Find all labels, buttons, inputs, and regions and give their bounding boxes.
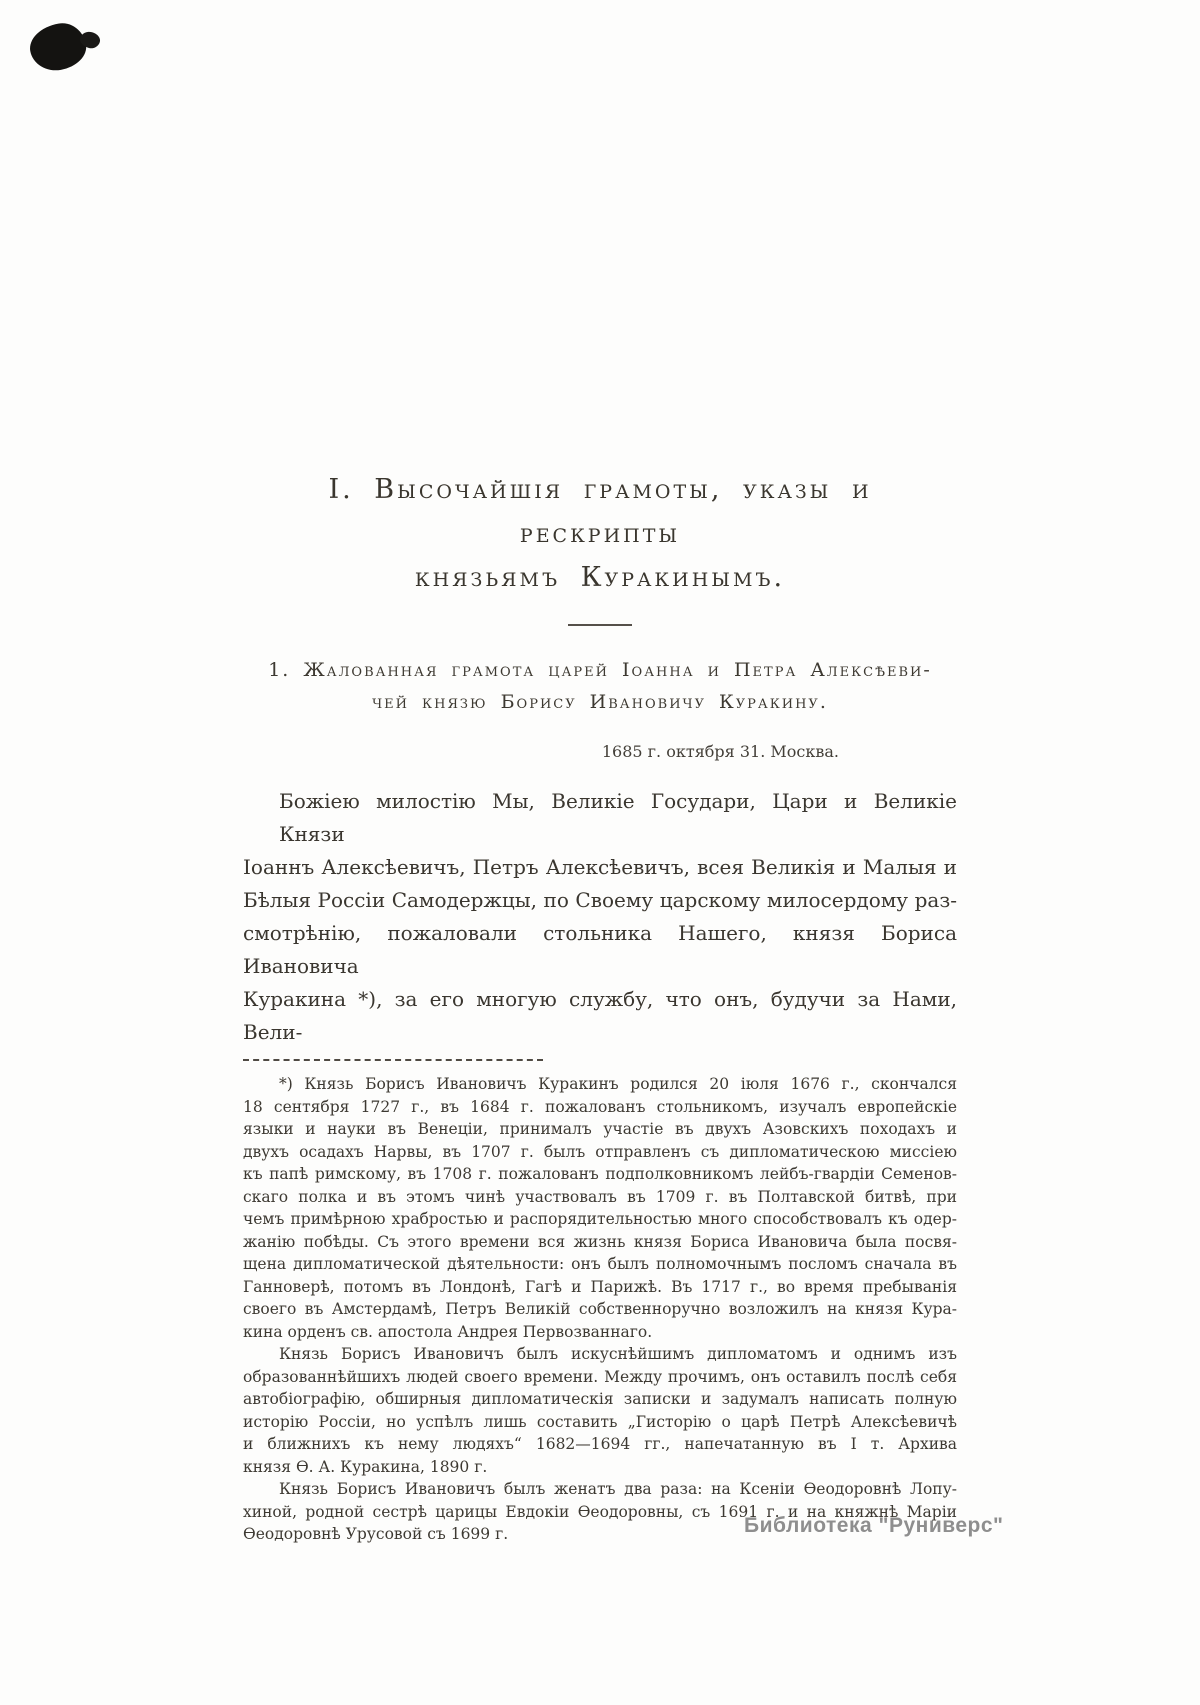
text-line: *) Князь Борисъ Ивановичъ Куракинъ родился 20 іюля 1676 г., скончался [279,1075,957,1093]
scan-ink-blot-artifact [26,19,89,74]
text-line: кина орденъ св. апостола Андрея Первозваннаго. [243,1322,653,1341]
text-line: Ѳеодоровнѣ Урусовой съ 1699 г. [243,1525,509,1543]
text-line: скаго полка и въ этомъ чинѣ участвовалъ въ 1709 г. въ Полтавской битвѣ, при [243,1187,957,1206]
body-paragraph [243,785,957,1049]
text-line: автобіографію, обширныя дипломатическія записки и задумалъ написать полную [243,1390,957,1408]
footnote-paragraph [243,1073,957,1343]
title-divider-rule [568,624,632,626]
text-line: смотрѣнію, пожаловали стольника Нашего, князя Бориса Ивановича [243,921,957,978]
text-line: къ папѣ римскому, въ 1708 г. пожалованъ подполковникомъ лейбъ-гвардіи Семенов- [243,1165,957,1183]
chapter-title-line2: князьямъ Куракинымъ. [414,562,786,593]
library-watermark: Библиотека "Руниверс" [744,1514,1004,1537]
text-line: Бѣлыя Россіи Самодержцы, по Своему царскому милосердому раз- [243,888,957,912]
chapter-title-line1: I. Высочайшія грамоты, указы и рескрипты [328,474,872,549]
text-line: двухъ осадахъ Нарвы, въ 1707 г. былъ отправленъ съ дипломатическою миссіею [243,1142,957,1161]
text-line: исторію Россіи, но успѣлъ лишь составить „Гисторію о царѣ Петрѣ Алексѣевичѣ [243,1412,957,1431]
section-heading-line2: чей князю Борису Ивановичу Куракину. [372,691,828,713]
footnote-paragraph [243,1343,957,1478]
text-line: чемъ примѣрною храбростью и распорядительностью много способствовалъ къ одер- [243,1210,957,1228]
text-line: Князь Борисъ Ивановичъ былъ женатъ два раза: на Ксеніи Ѳеодоровнѣ Лопу- [279,1480,957,1498]
text-line: и ближнихъ къ нему людяхъ“ 1682—1694 гг., напечатанную въ I т. Архива [243,1435,957,1453]
section-heading-line1: 1. Жалованная грамота царей Іоанна и Петра Алексѣеви- [268,659,932,681]
text-line: Божіею милостію Мы, Великіе Государи, Цари и Великіе Князи [279,789,957,846]
footnote-block [243,1073,957,1546]
footnote-separator [243,1059,543,1061]
text-line: щена дипломатической дѣятельности: онъ былъ полномочнымъ посломъ сначала въ [243,1255,957,1273]
text-line: Іоаннъ Алексѣевичъ, Петръ Алексѣевичъ, всея Великія и Малыя и [243,855,957,879]
text-line: жанію побѣды. Съ этого времени вся жизнь князя Бориса Ивановича была посвя- [243,1232,957,1251]
text-line: образованнѣйшихъ людей своего времени. Между прочимъ, онъ оставилъ послѣ себя [243,1367,957,1386]
text-line: Ганноверѣ, потомъ въ Лондонѣ, Гагѣ и Парижѣ. Въ 1717 г., во время пребыванія [243,1277,957,1296]
text-line: Куракина *), за его многую службу, что онъ, будучи за Нами, Вели- [243,987,957,1044]
text-line: Князь Борисъ Ивановичъ былъ искуснѣйшимъ дипломатомъ и однимъ изъ [279,1345,957,1363]
text-line: языки и науки въ Венеціи, принималъ участіе въ двухъ Азовскихъ походахъ и [243,1120,957,1138]
text-line: князя Ѳ. А. Куракина, 1890 г. [243,1457,488,1476]
text-line: 18 сентября 1727 г., въ 1684 г. пожалованъ стольникомъ, изучалъ европейскіе [243,1097,957,1116]
chapter-title [243,468,957,600]
text-line: своего въ Амстердамѣ, Петръ Великій собственноручно возложилъ на князя Кура- [243,1300,957,1318]
section-heading [243,654,957,718]
text-line: хиной, родной сестрѣ царицы Евдокіи Ѳеодоровны, съ 1691 г. и на княжнѣ Маріи [243,1502,957,1521]
dateline: 1685 г. октября 31. Москва. [601,742,839,761]
page-content [243,468,957,1546]
